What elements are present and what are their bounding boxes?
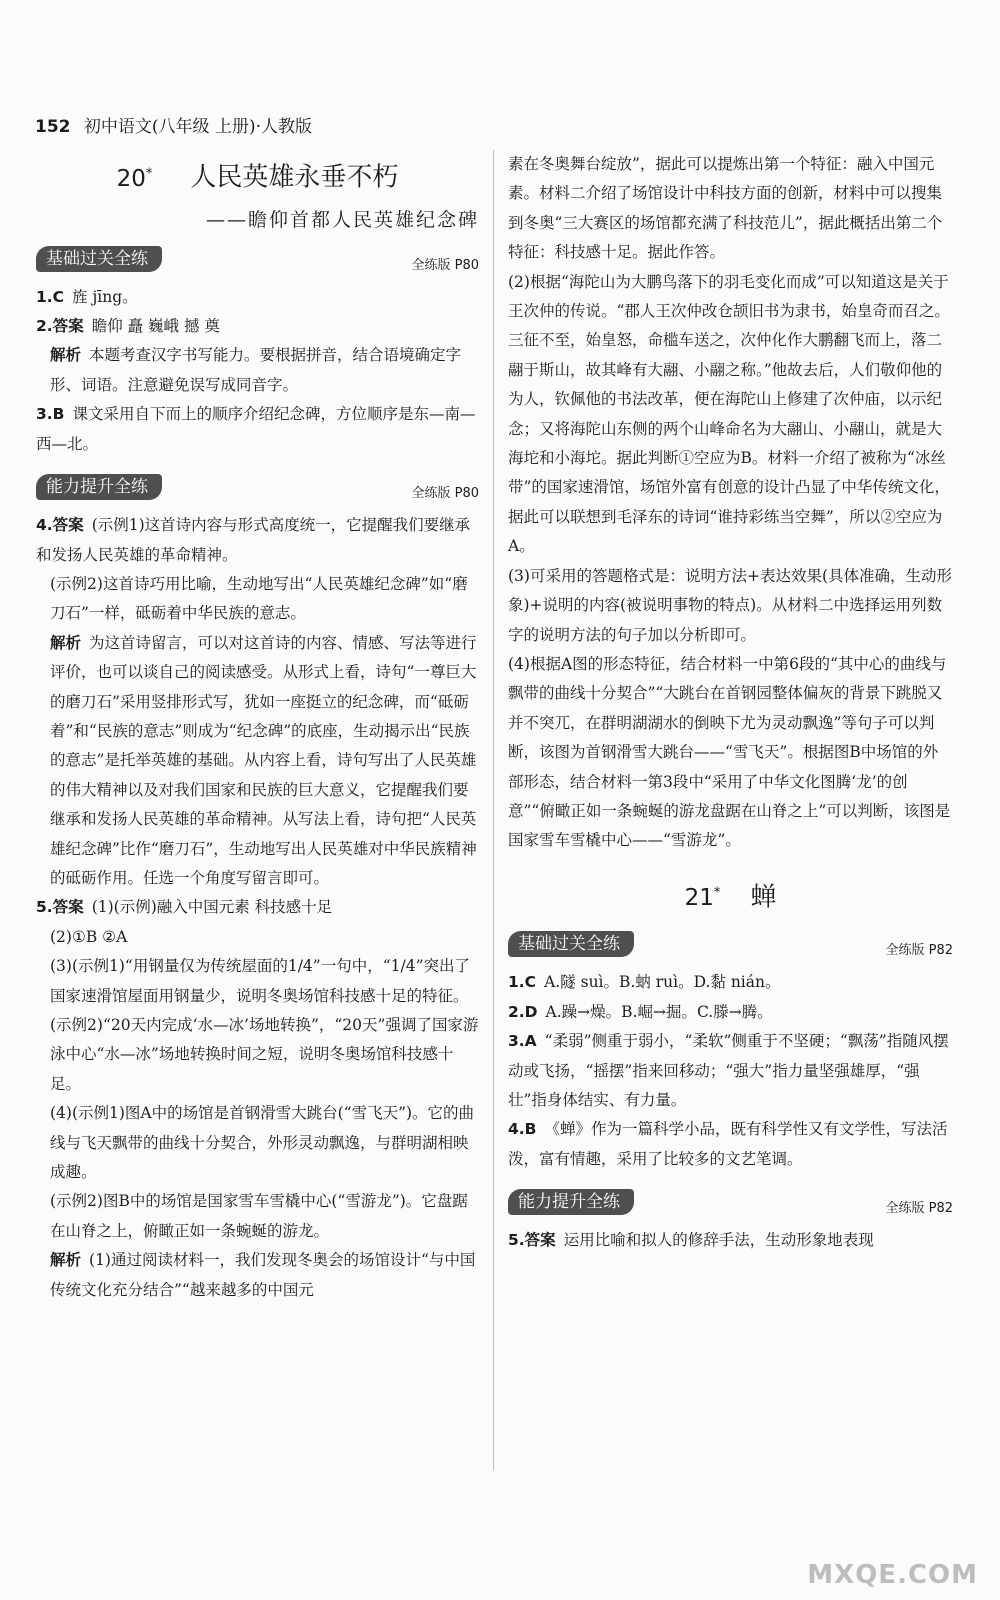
section-ref: 全练版 P80 — [411, 486, 479, 502]
lesson-star: * — [145, 166, 153, 181]
left-column — [36, 150, 479, 1305]
lesson-number: 20 — [116, 165, 146, 192]
analysis-5-cont-2: (2)根据“海陀山为大鹏鸟落下的羽毛变化而成”可以知道这是关于王次仲的传说。“郡人王次仲改仓颉旧书为隶书，始皇奇而召之。三征不至，始皇怒，命槛车送之，次仲化作大鹏翻飞而上，落二翮于斯山，故其峰有大翮、小翮之称。”他故去后，人们敬仰他的为人，钦佩他的书法改革，便在海陀山上修建了次仲庙，以示纪念；又将海陀山东侧的两个山峰命名为大翮山、小翮山，就是大海坨和小海坨。据此判断①空应为B。材料一介绍了被称为“冰丝带”的国家速滑馆，场馆外富有创意的设计凸显了中华传统文化，据此可以联想到毛泽东的诗词“谁持彩练当空舞”，所以②空应为A。 — [508, 272, 950, 556]
answer-3: 3.A “柔弱”侧重于弱小，“柔软”侧重于不坚硬；“飘荡”指随风摆动或飞扬，“摇摆”指来回移动；“强大”指力量坚强雄厚，“强壮”指身体结实、有力量。 — [508, 1032, 949, 1110]
book-title: 初中语文(八年级 上册)·人教版 — [83, 117, 312, 137]
section-header-basic — [36, 245, 479, 275]
answer-4: 4.B 《蝉》作为一篇科学小品，既有科学性又有文学性，写法活泼，富有情趣，采用了比较多的文艺笔调。 — [508, 1120, 948, 1168]
lesson-21-title — [508, 874, 953, 919]
section-header-advanced — [36, 473, 479, 503]
answer-1: 1.C A.隧 suì。B.蚋 ruì。D.黏 nián。 — [508, 973, 781, 992]
section-tag: 基础过关全练 — [508, 931, 634, 957]
answer-2: 2.D A.躁→燥。B.崛→掘。C.滕→腾。 — [508, 1002, 773, 1021]
answer-4: 4.答案 (示例1)这首诗内容与形式高度统一，它提醒我们要继承和发扬人民英雄的革命精神。 — [36, 516, 471, 564]
section-ref: 全练版 P82 — [885, 943, 953, 959]
analysis-5-cont-4: (4)根据A图的形态特征，结合材料一中第6段的“其中心的曲线与飘带的曲线十分契合”“大跳台在首钢园整体偏灰的背景下跳脱又并不突兀，在群明湖湖水的倒映下尤为灵动飘逸”等句子可以判断，该图为首钢滑雪大跳台——“雪飞天”。根据图B中场馆的外部形态，结合材料一第3段中“采用了中华文化图腾‘龙’的创意”“俯瞰正如一条蜿蜒的游龙盘踞在山脊之上”可以判断，该图是国家雪车雪橇中心——“雪游龙”。 — [508, 654, 951, 850]
watermark: MXQE.COM — [807, 1560, 978, 1590]
answer-2: 2.答案 瞻仰 矗 巍峨 撼 奠 — [36, 317, 220, 336]
answer-5-part-4-example-2: (示例2)图B中的场馆是国家雪车雪橇中心(“雪游龙”)。它盘踞在山脊之上，俯瞰正如一条蜿蜒的游龙。 — [50, 1192, 468, 1240]
section-ref: 全练版 P80 — [411, 257, 479, 273]
page-header — [35, 112, 312, 137]
lesson-20-title — [36, 154, 479, 199]
section-header-advanced — [508, 1188, 953, 1218]
lesson-subtitle: ——瞻仰首都人民英雄纪念碑 — [205, 208, 479, 231]
analysis-5: 解析 (1)通过阅读材料一，我们发现冬奥会的场馆设计“与中国传统文化充分结合”“越来越多的中国元 — [50, 1251, 476, 1299]
answer-5-part-4: (4)(示例1)图A中的场馆是首钢滑雪大跳台(“雪飞天”)。它的曲线与飞天飘带的曲线十分契合，外形灵动飘逸，与群明湖相映成趣。 — [50, 1104, 475, 1182]
lesson-number: 21 — [684, 885, 714, 912]
analysis-5-cont-1: 素在冬奥舞台绽放”，据此可以提炼出第一个特征：融入中国元素。材料二介绍了场馆设计中科技方面的创新，材料中可以搜集到冬奥“三大赛区的场馆都充满了科技范儿”，据此概括出第二个特征：科技感十足。据此作答。 — [508, 155, 943, 262]
column-divider — [493, 150, 494, 1470]
section-tag: 能力提升全练 — [508, 1189, 634, 1215]
answer-5: 5.答案 (1)(示例)融入中国元素 科技感十足 — [36, 898, 333, 917]
answer-5-part-3-example-2: (示例2)“20天内完成‘水—冰’场地转换”，“20天”强调了国家游泳中心“水—冰”场地转换时间之短，说明冬奥场馆科技感十足。 — [50, 1016, 479, 1093]
answer-4-example-2: (示例2)这首诗巧用比喻，生动地写出“人民英雄纪念碑”如“磨刀石”一样，砥砺着中华民族的意志。 — [50, 574, 468, 623]
answer-5-part-2: (2)①B ②A — [50, 927, 128, 946]
answer-1: 1.C 旌 jīng。 — [36, 287, 138, 306]
analysis-2: 解析 本题考查汉字书写能力。要根据拼音，结合语境确定字形、词语。注意避免误写成同音字。 — [50, 346, 462, 394]
section-tag: 能力提升全练 — [36, 474, 162, 500]
section-tag: 基础过关全练 — [36, 246, 162, 272]
section-ref: 全练版 P82 — [885, 1201, 953, 1217]
answer-5: 5.答案 运用比喻和拟人的修辞手法，生动形象地表现 — [508, 1231, 874, 1250]
lesson-name: 人民英雄永垂不朽 — [190, 162, 399, 193]
analysis-4: 解析 为这首诗留言，可以对这首诗的内容、情感、写法等进行评价，也可以谈自己的阅读感受。从形式上看，诗句“一尊巨大的磨刀石”采用竖排形式写，犹如一座挺立的纪念碑，而“砥砺着”和“民族的意志”则成为“纪念碑”的底座，生动揭示出“民族的意志”是托举英雄的基础。从内容上看，诗句写出了人民英雄的伟大精神以及对我们国家和民族的巨大意义，它提醒我们要继承和发扬人民英雄的革命精神。从写法上看，诗句把“人民英雄纪念碑”比作“磨刀石”，生动地写出人民英雄对中华民族精神的砥砺作用。任选一个角度写留言即可。 — [50, 633, 477, 887]
section-header-basic — [508, 930, 953, 960]
answer-5-part-3: (3)(示例1)“用钢量仅为传统屋面的1/4”一句中，“1/4”突出了国家速滑馆屋面用钢量少，说明冬奥场馆科技感十足的特征。 — [50, 957, 470, 1005]
lesson-name: 蝉 — [750, 882, 777, 913]
lesson-star: * — [713, 885, 721, 901]
answer-3: 3.B 课文采用自下而上的顺序介绍纪念碑，方位顺序是东—南—西—北。 — [36, 405, 476, 453]
page-number: 152 — [35, 117, 71, 137]
analysis-5-cont-3: (3)可采用的答题格式是：说明方法+表达效果(具体准确，生动形象)+说明的内容(被说明事物的特点)。从材料二中选择运用列数字的说明方法的句子加以分析即可。 — [508, 566, 952, 644]
right-column — [508, 150, 953, 1256]
